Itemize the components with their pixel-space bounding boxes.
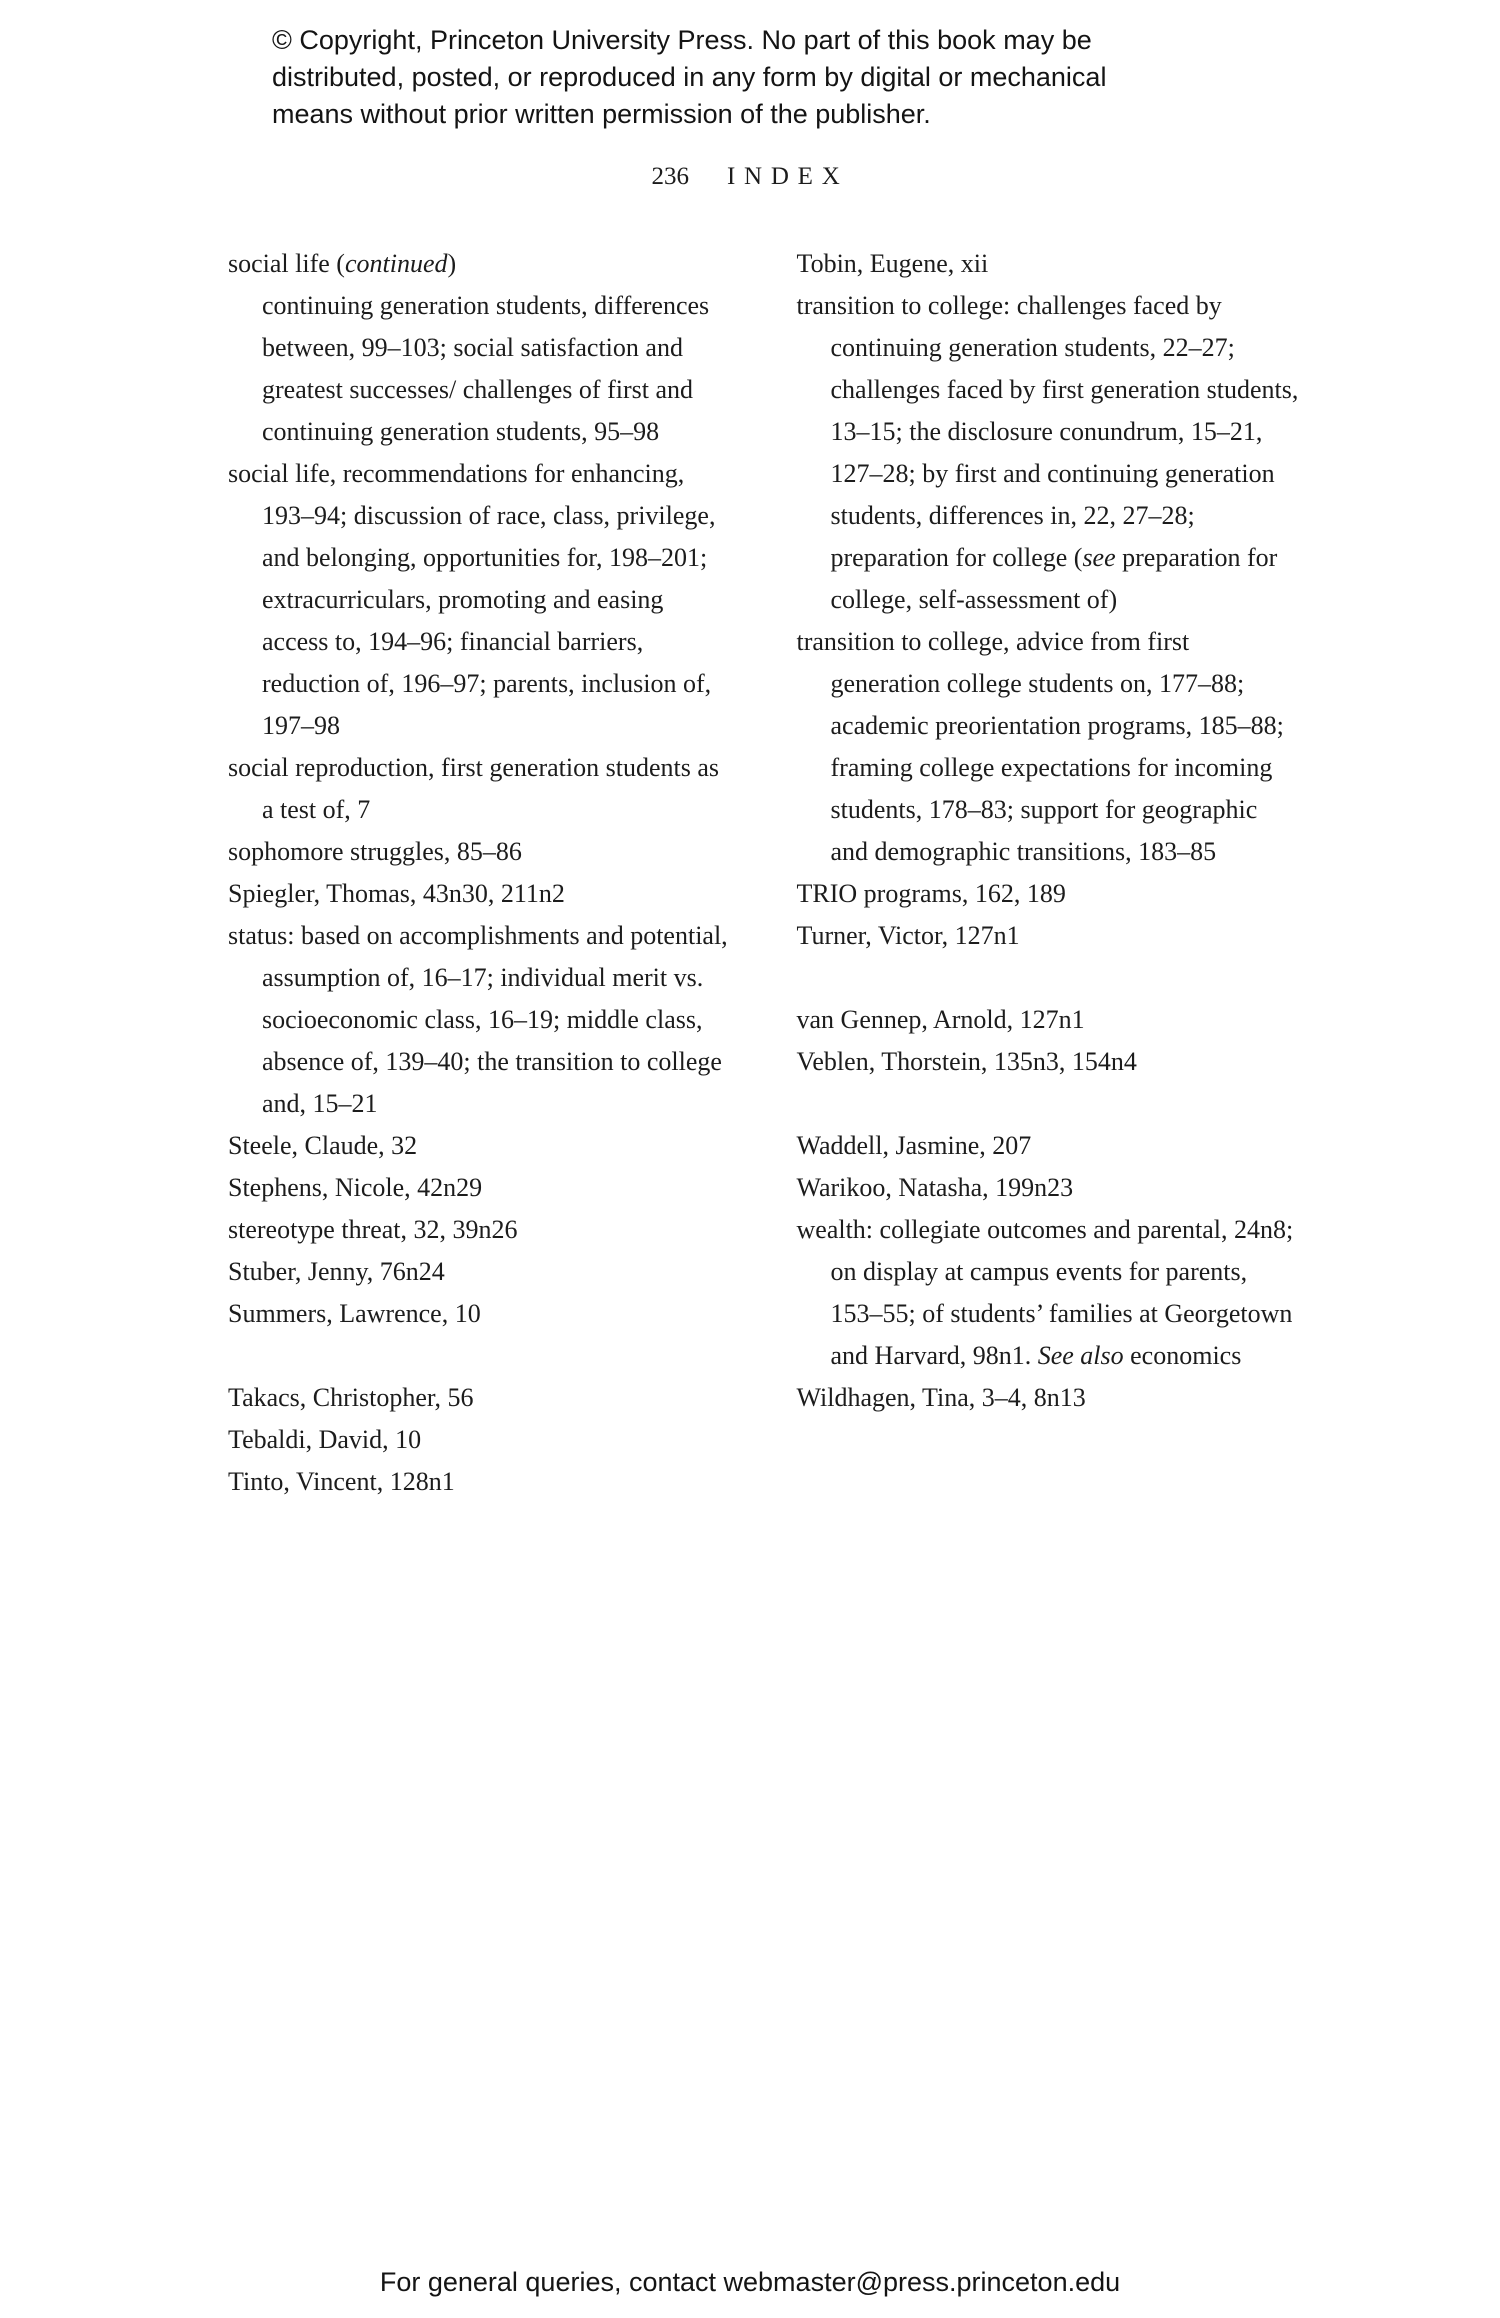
index-entry: Tebaldi, David, 10 [228, 1425, 422, 1454]
index-column [797, 243, 1301, 1503]
index-entry: stereotype threat, 32, 39n26 [228, 1215, 518, 1244]
index-column [228, 243, 732, 1503]
index-entry: wealth: collegiate outcomes and parental, 24n8; on display at campus events for parents, 153–55; of students’ families at Georgetown and Harvard, 98n1. See also economics [796, 1215, 1294, 1370]
index-entry: sophomore struggles, 85–86 [228, 837, 522, 866]
index-entry: Veblen, Thorstein, 135n3, 154n4 [796, 1047, 1137, 1076]
index-entry: Warikoo, Natasha, 199n23 [796, 1173, 1074, 1202]
contact-email-link[interactable]: webmaster@press.princeton.edu [723, 2267, 1121, 2297]
index-entry: social life, recommendations for enhancing, 193–94; discussion of race, class, privilege, and belonging, opportunities for, 198–201; extracurriculars, promoting and easing access to, 194–96; financial barriers, reduction of, 196–97; parents, inclusion of, 197–98 [228, 459, 716, 740]
index-entry: Tobin, Eugene, xii [796, 249, 989, 278]
index-entry: social reproduction, first generation students as a test of, 7 [228, 753, 719, 824]
index-group [797, 1125, 1301, 1419]
index-entry: Steele, Claude, 32 [228, 1131, 418, 1160]
index-title: INDEX [726, 163, 849, 190]
index-entry: social life (continued) continuing generation students, differences between, 99–103; social satisfaction and greatest successes/ challenges of first and continuing generation students, 95–98 [228, 249, 710, 446]
index-group [797, 999, 1301, 1083]
index-group [228, 1377, 732, 1503]
index-entry: Waddell, Jasmine, 207 [796, 1131, 1032, 1160]
index-entry: Wildhagen, Tina, 3–4, 8n13 [796, 1383, 1086, 1412]
index-entry: status: based on accomplishments and potential, assumption of, 16–17; individual merit vs. socioeconomic class, 16–19; middle class, absence of, 139–40; the transition to college and, 15–21 [228, 921, 728, 1118]
index-entry: transition to college: challenges faced by continuing generation students, 22–27; challenges faced by first generation students, 13–15; the disclosure conundrum, 15–21, 127–28; by first and continuing generation students, differences in, 22, 27–28; preparation for college (see preparation for college, self-assessment of) [796, 291, 1299, 614]
index-entry: Spiegler, Thomas, 43n30, 211n2 [228, 879, 565, 908]
page-footer [0, 2267, 1500, 2298]
index-group [228, 243, 732, 1335]
index-entry: Tinto, Vincent, 128n1 [228, 1467, 455, 1496]
index-group [797, 243, 1301, 957]
index-columns [228, 243, 1300, 1503]
index-entry: Summers, Lawrence, 10 [228, 1299, 481, 1328]
copyright-line: distributed, posted, or reproduced in any form by digital or mechanical [272, 62, 1107, 92]
page-header [0, 163, 1500, 191]
footer-text: For general queries, contact [379, 2267, 724, 2297]
index-entry: Takacs, Christopher, 56 [228, 1383, 474, 1412]
copyright-notice [272, 22, 1272, 133]
copyright-line: © Copyright, Princeton University Press. No part of this book may be [272, 25, 1092, 55]
index-entry: van Gennep, Arnold, 127n1 [796, 1005, 1085, 1034]
index-entry: TRIO programs, 162, 189 [796, 879, 1066, 908]
copyright-line: means without prior written permission of the publisher. [272, 99, 931, 129]
index-entry: Stephens, Nicole, 42n29 [228, 1173, 483, 1202]
page-number: 236 [651, 163, 689, 190]
index-entry: transition to college, advice from first generation college students on, 177–88; academic preorientation programs, 185–88; framing college expectations for incoming students, 178–83; support for geographic and demographic transitions, 183–85 [796, 627, 1284, 866]
index-entry: Stuber, Jenny, 76n24 [228, 1257, 445, 1286]
index-entry: Turner, Victor, 127n1 [796, 921, 1020, 950]
